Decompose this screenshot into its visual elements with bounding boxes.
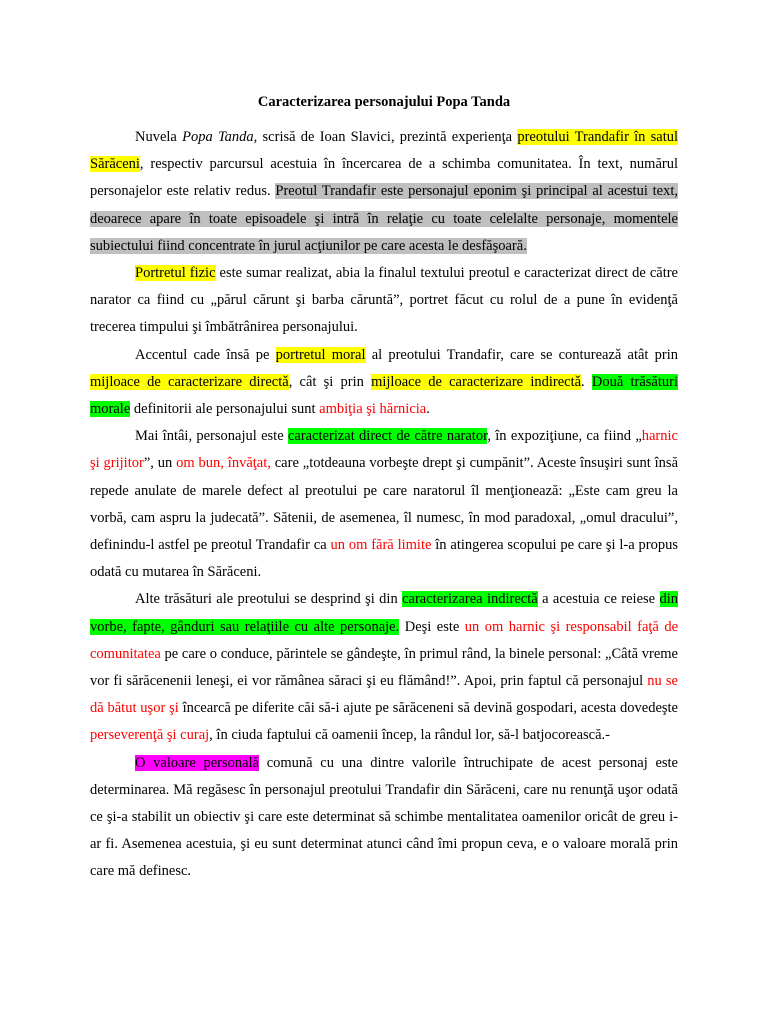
highlighted-text-segment: caracterizarea indirectǎ bbox=[402, 591, 538, 608]
text-segment: , cât şi prin bbox=[288, 373, 372, 390]
paragraph-indirect-characterization bbox=[90, 586, 678, 749]
text-segment: Deşi este bbox=[399, 618, 465, 635]
highlighted-text-segment: harnic şi grijitor bbox=[90, 428, 678, 472]
text-segment: a acestuia ce reiese bbox=[537, 591, 660, 608]
highlighted-text-segment: Două trăsături morale bbox=[90, 373, 678, 418]
highlighted-text-segment: O valoare personală bbox=[135, 754, 260, 771]
highlighted-text-segment: perseverenţă şi curaj bbox=[90, 727, 210, 744]
paragraph-moral-portrait bbox=[90, 342, 678, 424]
highlighted-text-segment: portretul moral bbox=[275, 346, 366, 363]
text-segment: pe care o conduce, părintele se gândeşte, în primul rând, la binele personal: „Câtă vreme vor fi sărăcenenii leneşi, ei vor rămânea săraci şi eu flămând!”. Apoi, prin faptul că personajul bbox=[90, 645, 678, 690]
text-segment: Nuvela bbox=[135, 129, 183, 145]
highlighted-text-segment: caracterizat direct de către narator bbox=[287, 428, 488, 445]
text-segment: al preotului Trandafir, care se contureazǎ atât prin bbox=[365, 346, 678, 363]
highlighted-text-segment: mijloace de caracterizare indirectǎ bbox=[371, 373, 582, 390]
text-segment: care „totdeauna vorbeşte drept şi cumpănit”. Aceste însuşiri sunt însă repede anulate de marele defect al preotului pe care naratorul îl menţionează: „Este cam greu la vorbă, cam aspru la judecată”. Sătenii, de asemenea, îl numesc, în mod paradoxal, „omul dracului”, definindu-l astfel pe preotul Trandafir ca bbox=[90, 455, 679, 554]
text-segment: . bbox=[426, 401, 430, 418]
text-segment: scrisă de Ioan Slavici, prezintă experienţa bbox=[257, 129, 518, 145]
text-segment: este sumar realizat, abia la finalul textului preotul e caracterizat direct de către narator ca fiind cu „părul cărunt şi barba căruntă”, portret făcut cu rolul de a pune în evidenţă trecerea timpului şi îmbătrânirea personajului. bbox=[90, 265, 678, 336]
highlighted-text-segment: om bun, învăţat, bbox=[176, 455, 271, 472]
text-segment: încearcă pe diferite căi să-i ajute pe sărăceneni să devină gospodari, acesta dovedeşte bbox=[178, 700, 678, 717]
document-title: Caracterizarea personajului Popa Tanda bbox=[257, 94, 511, 110]
text-segment: , în expoziţiune, ca fiind „ bbox=[487, 428, 642, 445]
text-segment: , respectiv parcursul acestuia în încercarea de a schimba comunitatea. În text, numărul personajelor este relativ redus. bbox=[90, 156, 678, 200]
paragraph-intro bbox=[90, 124, 678, 260]
highlighted-text-segment: Portretul fizic bbox=[135, 265, 216, 282]
highlighted-text-segment: Preotul Trandafir este personajul eponim şi principal al acestui text, deoarece apare în toate episoadele şi intră în relaţie cu toate celelalte personaje, momentele subiectului fiind concentrate în jurul acţiunilor pe care acesta le desfăşoară. bbox=[90, 183, 679, 254]
text-segment: definitorii ale personajului sunt bbox=[130, 401, 320, 418]
highlighted-text-segment: Popa Tanda, bbox=[182, 129, 258, 145]
text-segment: comună cu una dintre valorile întruchipate de acest personaj este determinarea. Mă regăsesc în personajul preotului Trandafir din Sărăceni, care nu renunţă uşor odată ce şi-a stabilit un obiectiv şi care este determinat să schimbe mentalitatea oamenilor oricât de greu i-ar fi. Asemenea acestuia, şi eu sunt determinat atunci când îmi propun ceva, e o valoare morală prin care mă definesc. bbox=[90, 754, 678, 880]
paragraph-direct-characterization bbox=[90, 423, 678, 586]
highlighted-text-segment: nu se dă bătut uşor şi bbox=[90, 673, 678, 717]
document-body bbox=[90, 124, 678, 886]
text-segment: Alte trăsături ale preotului se desprind şi din bbox=[135, 591, 403, 608]
highlighted-text-segment: preotului Trandafir în satul Sărăceni bbox=[90, 129, 679, 173]
highlighted-text-segment: din vorbe, fapte, gânduri sau relaţiile cu alte personaje. bbox=[90, 591, 679, 635]
highlighted-text-segment: un om fără limite bbox=[330, 537, 432, 554]
text-segment: Mai întâi, personajul este bbox=[135, 428, 288, 445]
highlighted-text-segment: un om harnic şi responsabil faţă de comunitatea bbox=[90, 618, 679, 662]
text-segment: , în ciuda faptului că oamenii încep, la rândul lor, să-l batjocorească.- bbox=[209, 727, 610, 744]
text-segment: ”, un bbox=[143, 455, 177, 472]
text-segment: . bbox=[581, 373, 592, 390]
text-segment: Accentul cade însă pe bbox=[135, 346, 276, 363]
text-segment: în atingerea scopului pe care şi l-a propus odată cu mutarea în Sărăceni. bbox=[90, 537, 678, 581]
paragraph-personal-value bbox=[90, 750, 678, 886]
highlighted-text-segment: mijloace de caracterizare directǎ bbox=[90, 373, 289, 390]
paragraph-physical-portrait bbox=[90, 260, 678, 342]
highlighted-text-segment: ambiţia şi hărnicia bbox=[319, 401, 427, 418]
